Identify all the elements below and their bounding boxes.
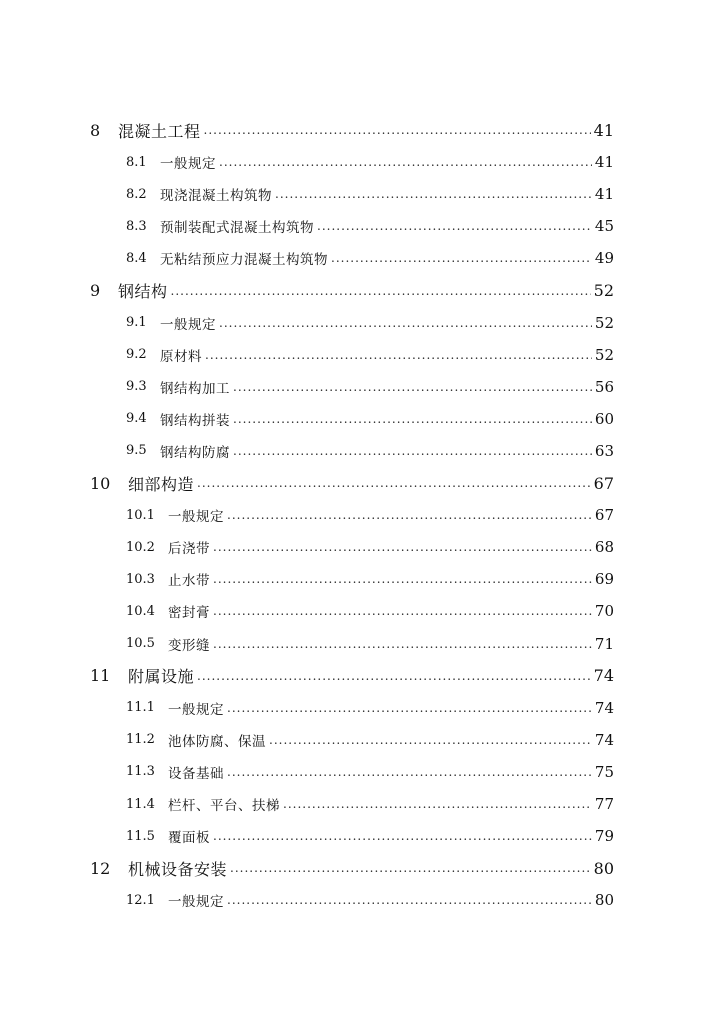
entry-number: 11.4 [126, 796, 155, 812]
toc-section-entry[interactable] [0, 628, 706, 660]
dot-leader [205, 348, 592, 362]
entry-number: 10.1 [126, 507, 155, 523]
entry-title: 一般规定 [168, 701, 224, 718]
entry-title: 钢结构加工 [160, 380, 230, 397]
entry-title: 钢结构防腐 [160, 444, 230, 461]
dot-leader [197, 669, 591, 683]
entry-number: 8.4 [126, 250, 147, 266]
entry-title: 一般规定 [168, 509, 224, 526]
toc-section-entry[interactable] [0, 339, 706, 371]
entry-number: 8 [90, 120, 101, 140]
dot-leader [219, 316, 592, 330]
dot-leader [171, 284, 591, 298]
toc-section-entry[interactable] [0, 146, 706, 178]
dot-leader [227, 765, 592, 779]
entry-page-number: 74 [593, 666, 614, 686]
entry-title: 钢结构拼装 [160, 412, 230, 429]
entry-title: 一般规定 [168, 894, 224, 911]
toc-section-entry[interactable] [0, 595, 706, 627]
entry-title: 原材料 [160, 348, 202, 365]
toc-section-entry[interactable] [0, 884, 706, 916]
entry-title: 预制装配式混凝土构筑物 [160, 220, 314, 237]
entry-page-number: 74 [594, 698, 614, 717]
entry-page-number: 67 [593, 473, 614, 493]
toc-section-entry[interactable] [0, 371, 706, 403]
entry-number: 9.4 [126, 411, 147, 427]
toc-section-entry[interactable] [0, 563, 706, 595]
entry-number: 10 [90, 473, 111, 493]
dot-leader [197, 476, 591, 490]
entry-number: 10.3 [126, 571, 155, 587]
entry-page-number: 52 [594, 313, 614, 332]
entry-number: 9.3 [126, 379, 147, 395]
entry-title: 一般规定 [160, 316, 216, 333]
toc-section-entry[interactable] [0, 210, 706, 242]
toc-section-entry[interactable] [0, 435, 706, 467]
entry-title: 细部构造 [128, 474, 195, 494]
entry-page-number: 45 [594, 217, 614, 236]
toc-section-entry[interactable] [0, 178, 706, 210]
dot-leader [213, 604, 592, 618]
toc-section-entry[interactable] [0, 403, 706, 435]
entry-page-number: 80 [593, 858, 614, 878]
toc-chapter-entry[interactable] [0, 852, 706, 884]
entry-number: 10.4 [126, 603, 155, 619]
toc-section-entry[interactable] [0, 499, 706, 531]
dot-leader [227, 893, 592, 907]
dot-leader [213, 572, 592, 586]
entry-page-number: 41 [594, 153, 614, 172]
entry-number: 8.3 [126, 218, 147, 234]
dot-leader [227, 508, 592, 522]
dot-leader [233, 412, 592, 426]
entry-number: 9.5 [126, 443, 147, 459]
entry-page-number: 63 [594, 441, 614, 460]
dot-leader [331, 251, 592, 265]
dot-leader [219, 155, 592, 169]
dot-leader [269, 733, 592, 747]
entry-title: 设备基础 [168, 765, 224, 782]
entry-title: 机械设备安装 [128, 859, 228, 879]
entry-page-number: 71 [594, 634, 614, 653]
dot-leader [233, 444, 592, 458]
entry-number: 11.5 [126, 828, 155, 844]
entry-number: 11.1 [126, 700, 155, 716]
dot-leader [213, 829, 592, 843]
dot-leader [283, 797, 592, 811]
entry-number: 11 [90, 666, 111, 686]
toc-chapter-entry[interactable] [0, 274, 706, 306]
entry-page-number: 77 [594, 795, 614, 814]
dot-leader [213, 637, 592, 651]
entry-title: 钢结构 [118, 282, 168, 302]
toc-section-entry[interactable] [0, 756, 706, 788]
entry-number: 9.2 [126, 347, 147, 363]
dot-leader [275, 187, 592, 201]
entry-title: 密封膏 [168, 605, 210, 622]
entry-number: 11.3 [126, 764, 155, 780]
dot-leader [204, 123, 591, 137]
toc-section-entry[interactable] [0, 724, 706, 756]
toc-section-entry[interactable] [0, 692, 706, 724]
toc-section-entry[interactable] [0, 242, 706, 274]
entry-page-number: 69 [594, 570, 614, 589]
entry-number: 8.2 [126, 186, 147, 202]
entry-title: 现浇混凝土构筑物 [160, 188, 272, 205]
entry-title: 变形缝 [168, 637, 210, 654]
entry-title: 一般规定 [160, 156, 216, 173]
entry-page-number: 41 [593, 120, 614, 140]
entry-page-number: 56 [594, 377, 614, 396]
entry-page-number: 41 [594, 185, 614, 204]
toc-chapter-entry[interactable] [0, 660, 706, 692]
toc-section-entry[interactable] [0, 788, 706, 820]
entry-title: 覆面板 [168, 830, 210, 847]
dot-leader [227, 701, 592, 715]
entry-title: 池体防腐、保温 [168, 733, 266, 750]
entry-title: 无粘结预应力混凝土构筑物 [160, 252, 328, 269]
entry-number: 12.1 [126, 892, 155, 908]
entry-title: 止水带 [168, 573, 210, 590]
entry-number: 8.1 [126, 154, 147, 170]
entry-title: 后浇带 [168, 541, 210, 558]
dot-leader [317, 219, 592, 233]
toc-chapter-entry[interactable] [0, 467, 706, 499]
entry-page-number: 70 [594, 602, 614, 621]
entry-page-number: 74 [594, 730, 614, 749]
entry-number: 10.2 [126, 539, 155, 555]
table-of-contents [0, 114, 706, 916]
entry-title: 混凝土工程 [118, 121, 201, 141]
entry-page-number: 49 [594, 249, 614, 268]
entry-number: 9.1 [126, 315, 147, 331]
entry-title: 栏杆、平台、扶梯 [168, 798, 280, 815]
toc-chapter-entry[interactable] [0, 114, 706, 146]
dot-leader [230, 861, 591, 875]
entry-page-number: 68 [594, 538, 614, 557]
entry-title: 附属设施 [128, 667, 195, 687]
entry-page-number: 79 [594, 827, 614, 846]
entry-number: 9 [90, 281, 101, 301]
dot-leader [233, 380, 592, 394]
entry-page-number: 60 [594, 409, 614, 428]
dot-leader [213, 540, 592, 554]
entry-page-number: 80 [594, 891, 614, 910]
toc-section-entry[interactable] [0, 307, 706, 339]
entry-page-number: 75 [594, 762, 614, 781]
toc-section-entry[interactable] [0, 531, 706, 563]
entry-number: 11.2 [126, 732, 155, 748]
toc-section-entry[interactable] [0, 820, 706, 852]
entry-number: 12 [90, 858, 111, 878]
entry-number: 10.5 [126, 636, 155, 652]
entry-page-number: 52 [594, 345, 614, 364]
entry-page-number: 67 [594, 506, 614, 525]
entry-page-number: 52 [593, 281, 614, 301]
